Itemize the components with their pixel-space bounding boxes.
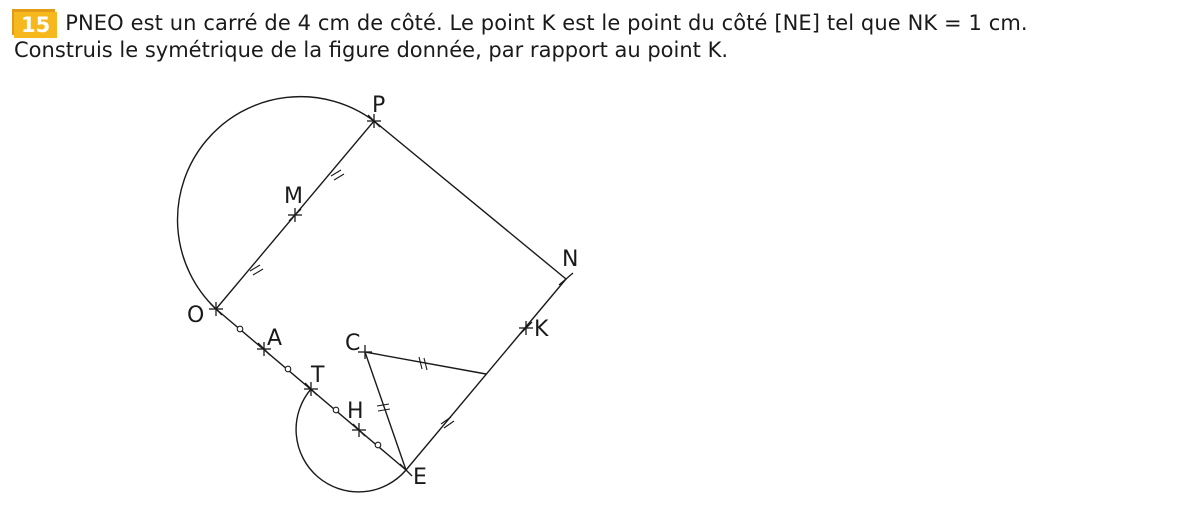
label-T: T	[311, 363, 325, 388]
exercise-number-badge: 15	[14, 12, 57, 38]
exercise-statement: PNEO est un carré de 4 cm de côté. Le point K est le point du côté [NE] tel que NK = 1 cm.	[65, 11, 1028, 35]
point-H-mark	[352, 423, 366, 437]
point-M-mark	[288, 208, 302, 222]
label-E: E	[413, 465, 427, 490]
label-H: H	[347, 399, 364, 424]
segment-PN	[374, 121, 566, 279]
tick-CE	[377, 404, 390, 411]
label-C: C	[345, 331, 361, 356]
tick-C-mid	[419, 357, 427, 370]
tick-circle-OA	[237, 326, 243, 332]
tick-PM	[331, 170, 344, 180]
tick-circle-HE	[375, 442, 381, 448]
label-A: A	[267, 326, 283, 351]
label-P: P	[372, 93, 386, 118]
exercise-instruction: Construis le symétrique de la figure donnée, par rapport au point K.	[14, 38, 729, 62]
arc-OP	[178, 97, 374, 309]
tick-circle-AT	[285, 366, 291, 372]
label-N: N	[562, 247, 579, 272]
tick-circle-TH	[333, 407, 339, 413]
label-M: M	[284, 184, 303, 209]
label-O: O	[187, 303, 205, 328]
point-K-mark	[519, 321, 533, 335]
label-K: K	[534, 317, 549, 342]
